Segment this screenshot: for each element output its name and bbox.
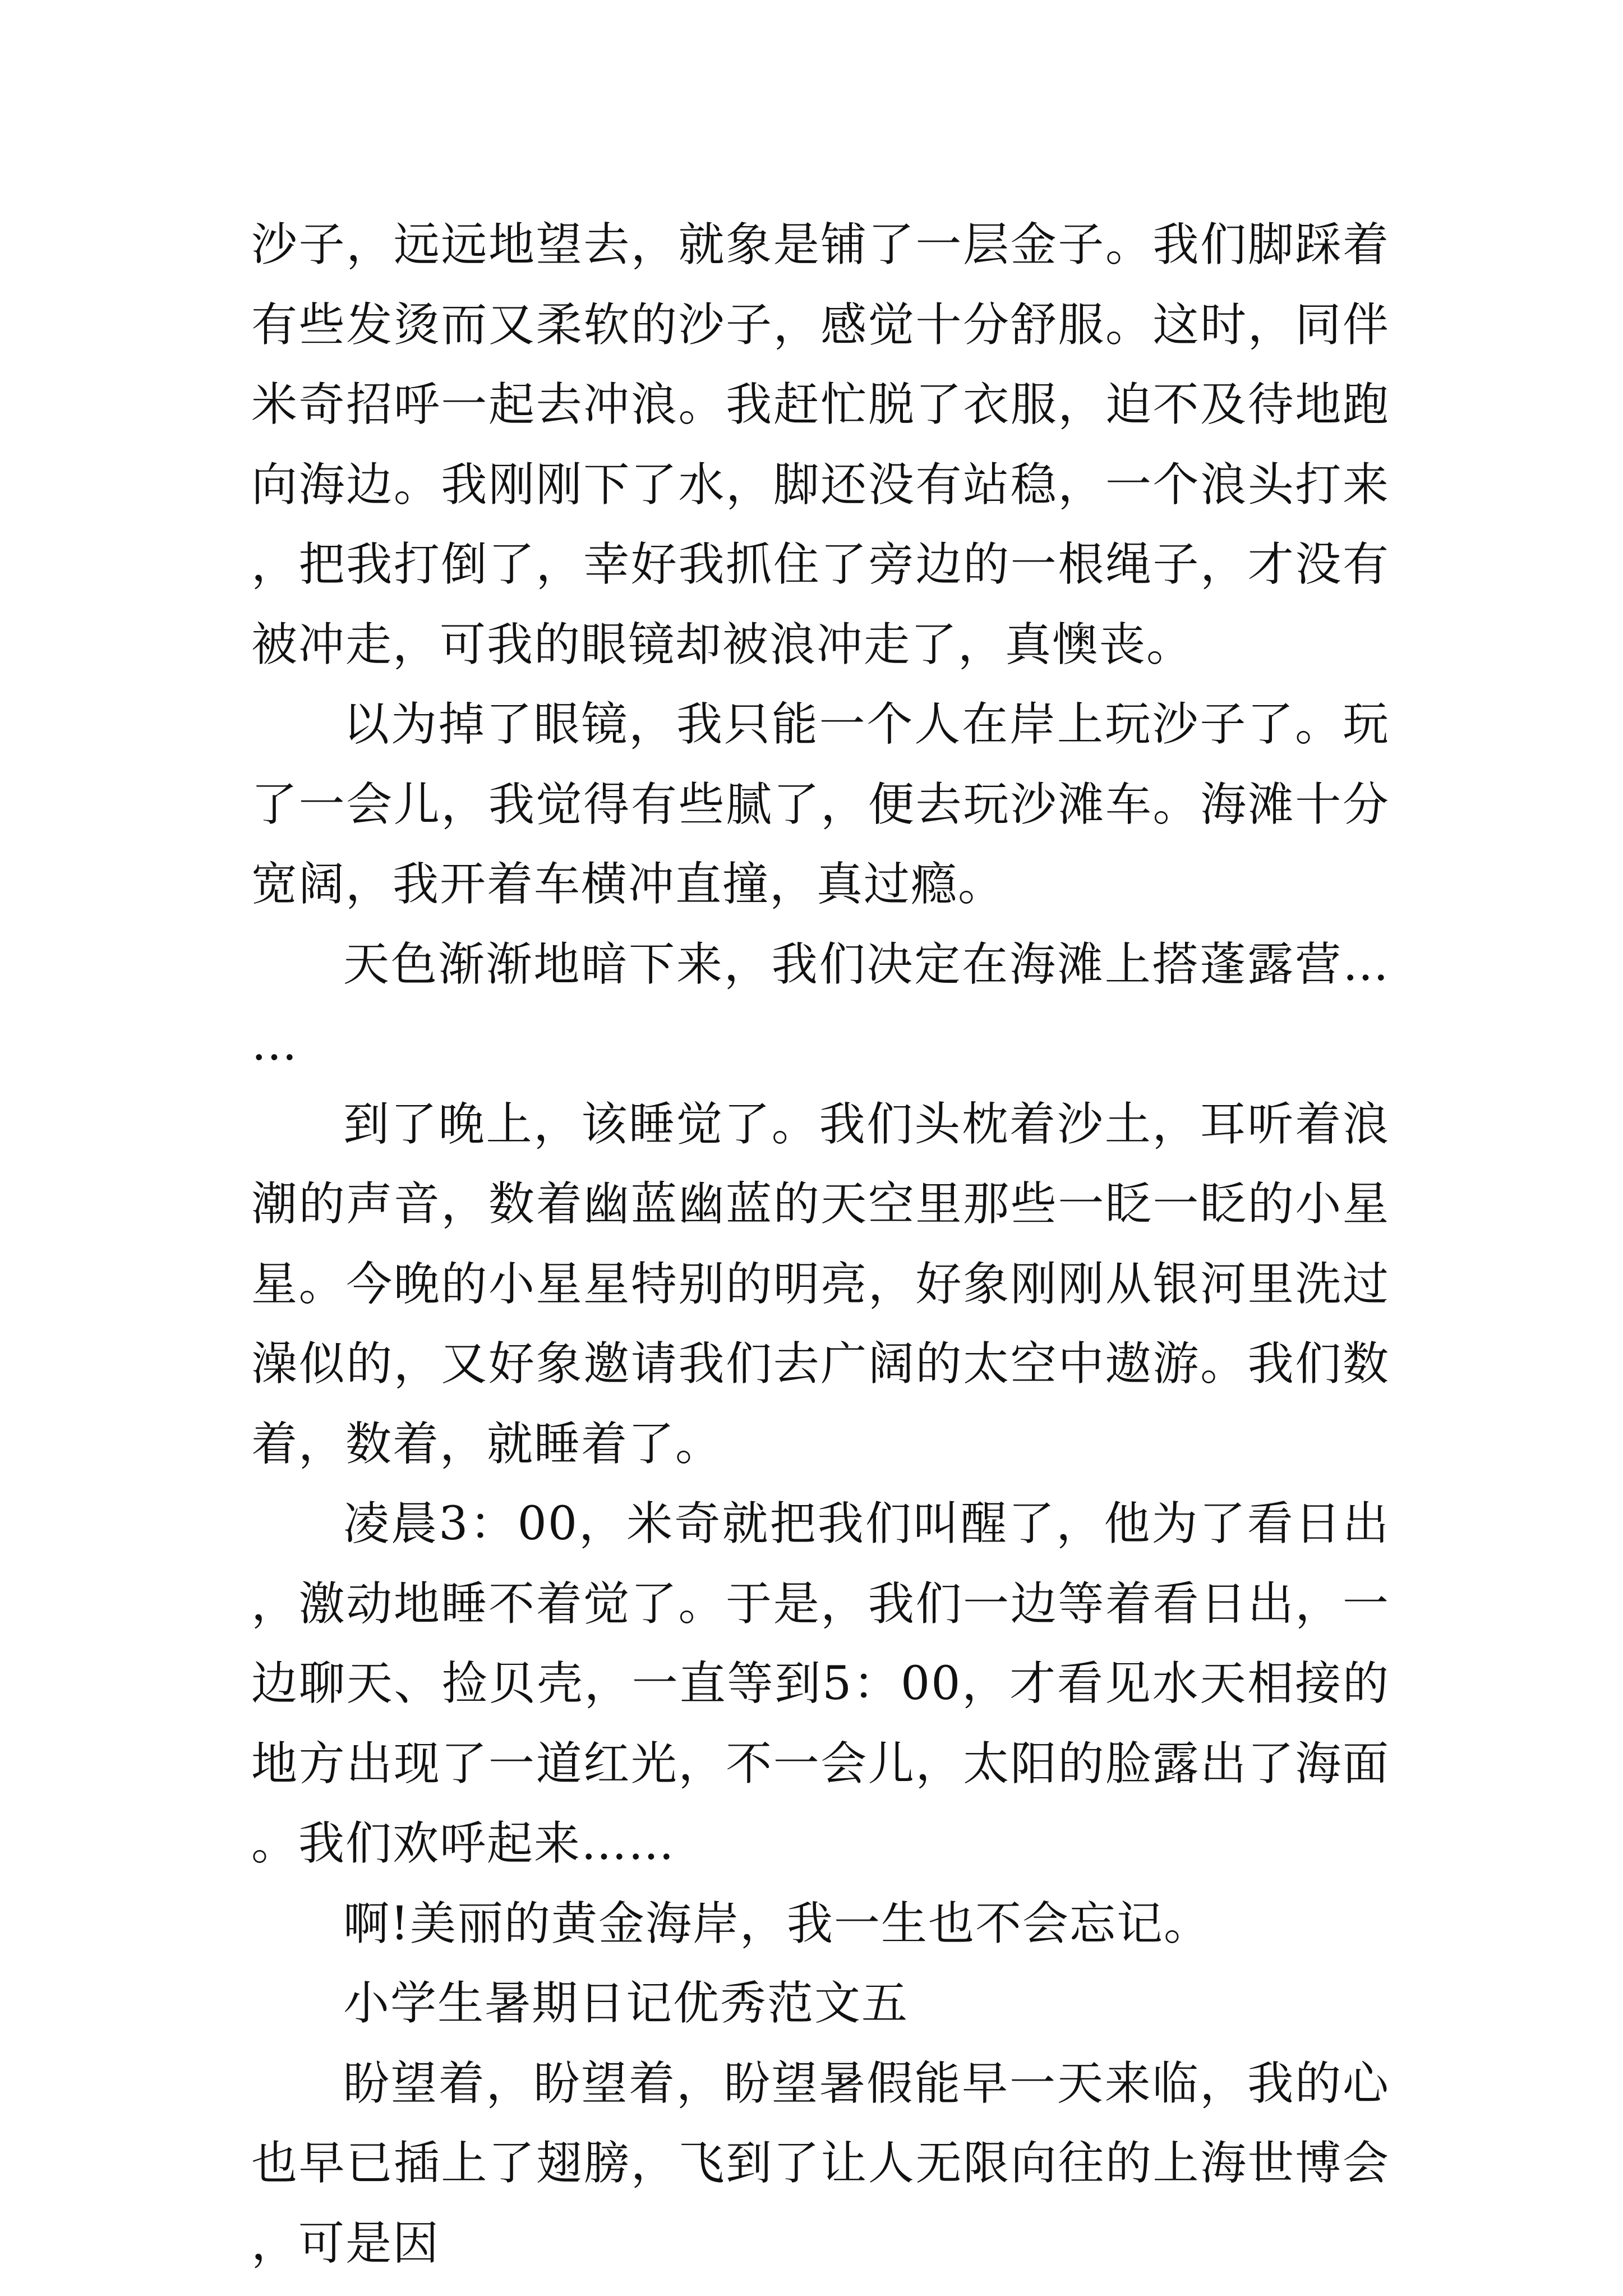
paragraph-night-stars: 到了晚上，该睡觉了。我们头枕着沙土，耳听着浪潮的声音，数着幽蓝幽蓝的天空里那些一眨一眨的小星星。今晚的小星星特别的明亮，好象刚刚从银河里洗过澡似的，又好象邀请我们去广阔的太空中遨游。我们数着，数着，就睡着了。 [251, 1097, 1390, 1471]
paragraph-camping: 天色渐渐地暗下来，我们决定在海滩上搭蓬露营…… [251, 937, 1390, 1071]
paragraph-sand-buggy: 以为掉了眼镜，我只能一个人在岸上玩沙子了。玩了一会儿，我觉得有些腻了，便去玩沙滩车。海滩十分宽阔，我开着车横冲直撞，真过瘾。 [251, 698, 1390, 911]
body-text [251, 205, 1390, 2284]
paragraph-sunrise: 凌晨3：00，米奇就把我们叫醒了，他为了看日出，激动地睡不着觉了。于是，我们一边等着看日出，一边聊天、捡贝壳，一直等到5：00，才看见水天相接的地方出现了一道红光，不一会儿，太阳的脸露出了海面。我们欢呼起来…… [251, 1497, 1390, 1870]
paragraph-conclusion: 啊!美丽的黄金海岸，我一生也不会忘记。 [343, 1897, 1211, 1950]
paragraph-expo: 盼望着，盼望着，盼望暑假能早一天来临，我的心也早已插上了翅膀，飞到了让人无限向往的上海世博会，可是因 [251, 2056, 1390, 2270]
paragraph-beach-surfing: 沙子，远远地望去，就象是铺了一层金子。我们脚踩着有些发烫而又柔软的沙子，感觉十分舒服。这时，同伴米奇招呼一起去冲浪。我赶忙脱了衣服，迫不及待地跑向海边。我刚刚下了水，脚还没有站稳，一个浪头打来，把我打倒了，幸好我抓住了旁边的一根绳子，才没有被冲走，可我的眼镜却被浪冲走了，真懊丧。 [251, 218, 1390, 671]
section-heading: 小学生暑期日记优秀范文五 [343, 1977, 909, 2030]
